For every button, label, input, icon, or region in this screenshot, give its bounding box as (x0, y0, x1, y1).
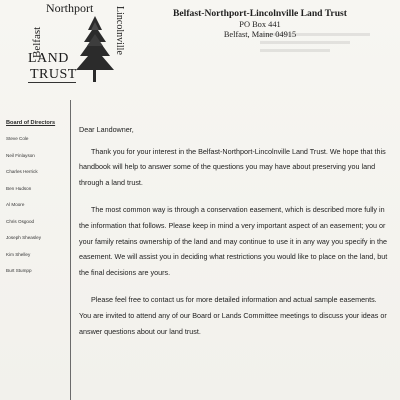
board-member: Burt Stumpp (6, 268, 32, 273)
letterhead (140, 8, 380, 41)
board-heading: Board of Directors (6, 120, 56, 126)
letter-paragraph: Please feel free to contact us for more detailed information and actual sample easements. You are invited to attend any of our Board or Lands Committee meetings to discuss your ideas or answer questions about our land trust. (79, 295, 387, 336)
letter-body (79, 122, 389, 351)
po-box: PO Box 441 (239, 19, 281, 29)
board-member: Chris Osgood (6, 218, 35, 224)
org-name: Belfast-Northport-Lincolnville Land Trust (173, 8, 347, 19)
logo-word-northport: Northport (46, 1, 94, 15)
land-trust-logo (18, 2, 130, 88)
logo-word-lincolnville: Lincolnville (114, 6, 125, 55)
logo-word-trust: TRUST (30, 67, 77, 82)
board-member: Neil Finlayson (6, 152, 35, 158)
board-member: Al Moore (6, 202, 25, 207)
salutation: Dear Landowner, (79, 125, 134, 134)
letter-paragraph: The most common way is through a conservation easement, which is described more fully in the information that follows. Please keep in mind a very important aspect of an easement; you or your family retains ownership of the land and may continue to use it in any way you specify in the easement. We will assist you in deciding what restrictions you would like to place on the land, but the final decisions are yours. (79, 205, 388, 277)
logo-word-belfast: Belfast (31, 26, 43, 58)
logo-underline (28, 82, 76, 83)
board-member: Joseph Sheasley (6, 235, 41, 240)
sidebar-divider (70, 100, 71, 400)
city-line: Belfast, Maine 04915 (223, 30, 297, 39)
board-member-list (6, 136, 70, 285)
board-member: Kim Shelley (6, 251, 31, 257)
board-member: Charles Herrick (6, 169, 38, 174)
board-of-directors (6, 120, 70, 285)
board-member: Ben Hudson (6, 185, 32, 191)
letter-paragraph: Thank you for your interest in the Belfast-Northport-Lincolnville Land Trust. We hope that this handbook will help to answer some of the questions you may have about preserving you land through a land trust. (79, 146, 386, 187)
tree-icon (70, 14, 120, 84)
board-member: Steve Cole (6, 136, 29, 141)
logo-word-land: LAND (28, 51, 69, 66)
